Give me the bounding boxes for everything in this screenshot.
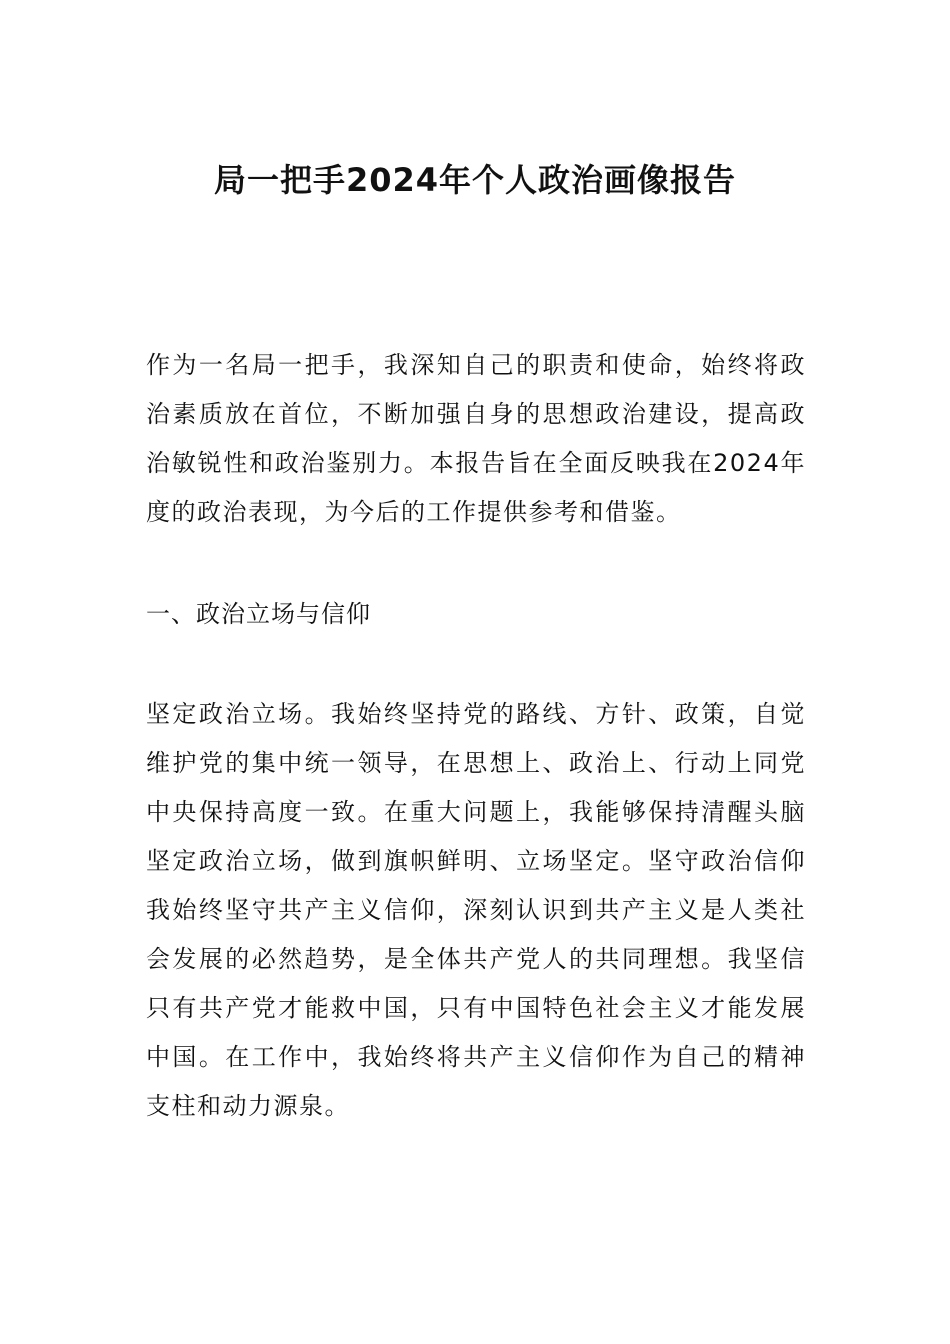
body-paragraph: 坚定政治立场。我始终坚持党的路线、方针、政策，自觉维护党的集中统一领导，在思想上、政治上、行动上同党中央保持高度一致。在重大问题上，我能够保持清醒头脑坚定政治立场，做到旗帜鲜明、立场坚定。坚守政治信仰我始终坚守共产主义信仰，深刻认识到共产主义是人类社会发展的必然趋势，是全体共产党人的共同理想。我坚信只有共产党才能救中国，只有中国特色社会主义才能发展中国。在工作中，我始终将共产主义信仰作为自己的精神支柱和动力源泉。	[146, 700, 806, 1120]
intro-paragraph: 作为一名局一把手，我深知自己的职责和使命，始终将政治素质放在首位，不断加强自身的思想政治建设，提高政治敏锐性和政治鉴别力。本报告旨在全面反映我在2024年度的政治表现，为今后的工作提供参考和借鉴。	[146, 351, 806, 526]
document-title: 局一把手2024年个人政治画像报告	[213, 161, 737, 199]
section-heading: 一、政治立场与信仰	[146, 600, 371, 628]
